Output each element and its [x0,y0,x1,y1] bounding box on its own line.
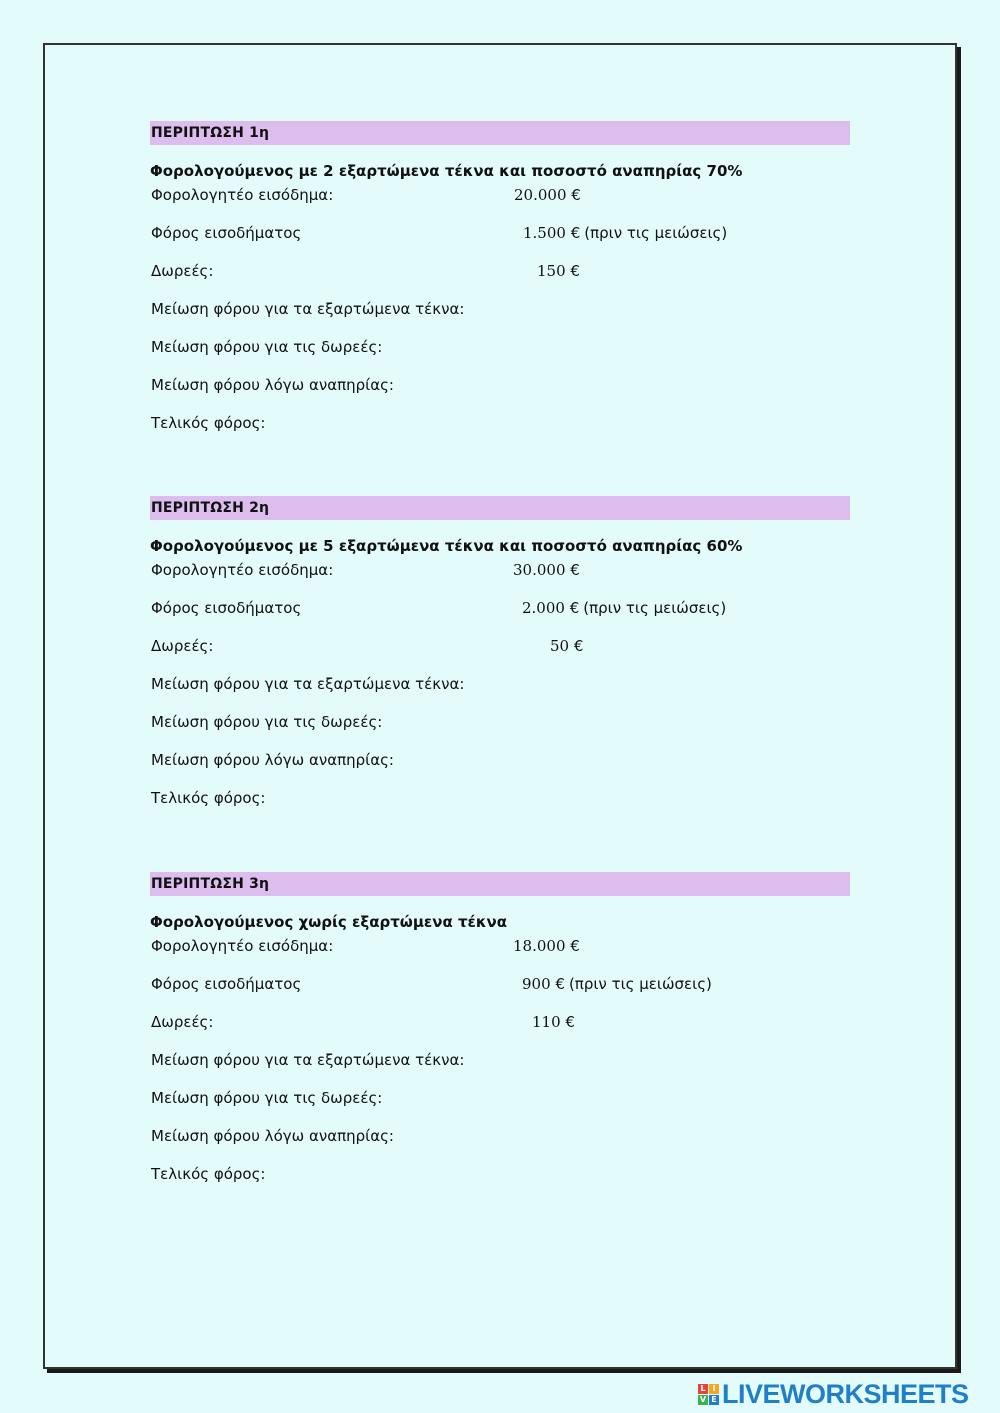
case-subtitle: Φορολογούμενος με 2 εξαρτώμενα τέκνα και ποσοστό αναπηρίας 70% [150,162,743,180]
income-value: 30.000 € [513,561,580,579]
logo-letter: E [709,1395,719,1405]
disability-reduction-row [150,1124,850,1162]
case-3 [150,872,850,1200]
case-subtitle: Φορολογούμενος με 5 εξαρτώμενα τέκνα και ποσοστό αναπηρίας 60% [150,537,743,555]
disability-reduction-label: Μείωση φόρου λόγω αναπηρίας: [151,376,394,394]
children-reduction-label: Μείωση φόρου για τα εξαρτώμενα τέκνα: [151,675,465,693]
donations-value: 150 € [537,262,580,280]
disability-reduction-label: Μείωση φόρου λόγω αναπηρίας: [151,751,394,769]
liveworksheets-logo-icon [698,1384,719,1405]
disability-reduction-row [150,748,850,786]
donations-label: Δωρεές: [151,637,214,655]
donation-reduction-label: Μείωση φόρου για τις δωρεές: [151,1089,383,1107]
brand-text: LIVEWORKSHEETS [722,1378,969,1409]
children-reduction-row [150,1048,850,1086]
children-reduction-label: Μείωση φόρου για τα εξαρτώμενα τέκνα: [151,1051,465,1069]
income-label: Φορολογητέο εισόδημα: [151,186,334,204]
donations-row [150,634,850,672]
disability-reduction-label: Μείωση φόρου λόγω αναπηρίας: [151,1127,394,1145]
final-tax-row [150,1162,850,1200]
disability-reduction-row [150,373,850,411]
children-reduction-row [150,672,850,710]
logo-letter: V [699,1395,707,1404]
children-reduction-label: Μείωση φόρου για τα εξαρτώμενα τέκνα: [151,300,465,318]
tax-value: 2.000 € (πριν τις μειώσεις) [522,599,727,617]
logo-letter: I [709,1384,719,1394]
income-label: Φορολογητέο εισόδημα: [151,561,334,579]
donation-reduction-row [150,335,850,373]
case-header: ΠΕΡΙΠΤΩΣΗ 1η [150,121,850,145]
case-subtitle: Φορολογούμενος χωρίς εξαρτώμενα τέκνα [150,913,508,931]
final-tax-label: Τελικός φόρος: [151,1165,266,1183]
case-2 [150,496,850,824]
case-1 [150,121,850,449]
donations-value: 110 € [532,1013,575,1031]
donation-reduction-label: Μείωση φόρου για τις δωρεές: [151,713,383,731]
donations-row [150,1010,850,1048]
tax-row [150,221,850,259]
income-row [150,183,850,221]
income-row [150,558,850,596]
donations-value: 50 € [550,637,584,655]
income-value: 20.000 € [514,186,581,204]
donation-reduction-row [150,1086,850,1124]
case-header: ΠΕΡΙΠΤΩΣΗ 3η [150,872,850,896]
final-tax-label: Τελικός φόρος: [151,789,266,807]
income-value: 18.000 € [513,937,580,955]
final-tax-row [150,411,850,449]
donation-reduction-row [150,710,850,748]
donations-label: Δωρεές: [151,262,214,280]
donation-reduction-label: Μείωση φόρου για τις δωρεές: [151,338,383,356]
income-label: Φορολογητέο εισόδημα: [151,937,334,955]
liveworksheets-brand[interactable] [698,1379,969,1409]
tax-value: 900 € (πριν τις μειώσεις) [522,975,712,993]
tax-row [150,596,850,634]
case-header: ΠΕΡΙΠΤΩΣΗ 2η [150,496,850,520]
tax-label: Φόρος εισοδήματος [151,224,302,242]
donations-label: Δωρεές: [151,1013,214,1031]
children-reduction-row [150,297,850,335]
donations-row [150,259,850,297]
tax-row [150,972,850,1010]
final-tax-row [150,786,850,824]
tax-label: Φόρος εισοδήματος [151,599,302,617]
tax-value: 1.500 € (πριν τις μειώσεις) [523,224,728,242]
final-tax-label: Τελικός φόρος: [151,414,266,432]
tax-label: Φόρος εισοδήματος [151,975,302,993]
logo-letter: L [698,1384,708,1394]
income-row [150,934,850,972]
